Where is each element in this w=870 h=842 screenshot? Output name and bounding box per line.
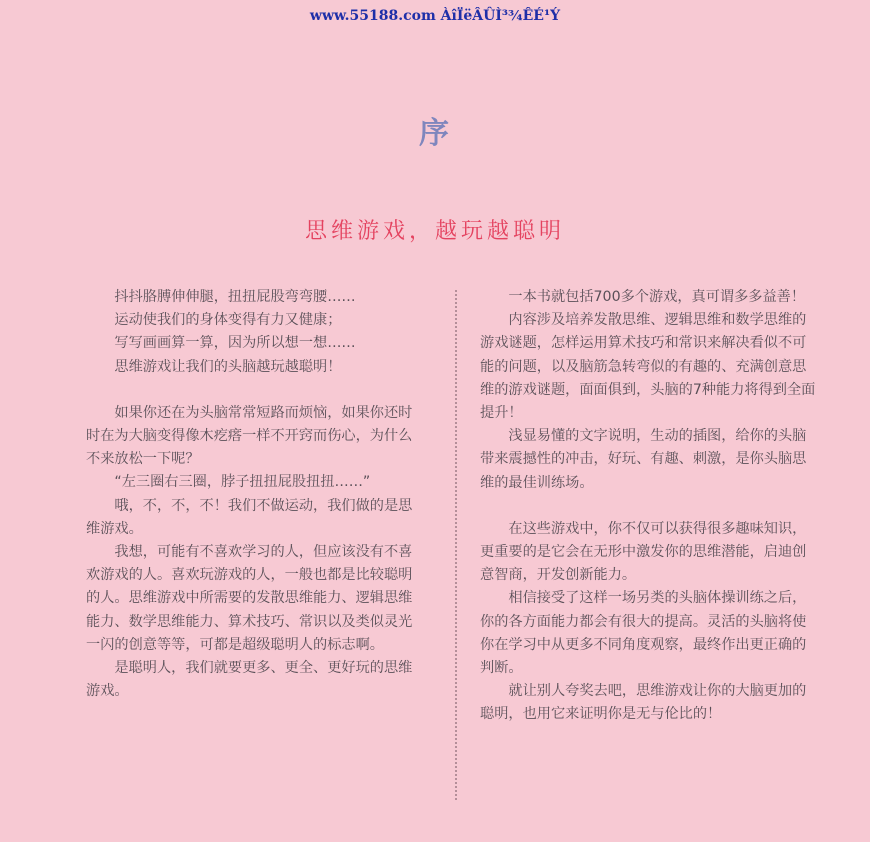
page-subtitle: 思维游戏，越玩越聪明 — [304, 219, 565, 244]
paragraph: 我想，可能有不喜欢学习的人，但应该没有不喜欢游戏的人。喜欢玩游戏的人，一般也都是比较聪明的人。思维游戏中所需要的发散思维能力、逻辑思维能力、数学思维能力、算术技巧、常识以及类似灵光一闪的创意等等，可都是超级聪明人的标志啊。 — [86, 544, 413, 653]
paragraph-gap — [480, 495, 820, 518]
page-title: 序 — [419, 116, 451, 151]
paragraph: 浅显易懂的文字说明，生动的插图，给你的头脑带来震撼性的冲击，好玩、有趣、刺激，是你头脑思维的最佳训练场。 — [480, 428, 807, 491]
column-divider — [455, 290, 457, 800]
paragraph: 就让别人夸奖去吧，思维游戏让你的大脑更加的聪明，也用它来证明你是无与伦比的！ — [480, 683, 807, 723]
paragraph-gap — [86, 379, 426, 402]
paragraph: 一本书就包括700多个游戏，真可谓多多益善！ — [508, 289, 806, 305]
paragraph: 抖抖胳膊伸伸腿，扭扭屁股弯弯腰…… — [114, 289, 356, 305]
paragraph: 如果你还在为头脑常常短路而烦恼，如果你还时时在为大脑变得像木疙瘩一样不开窍而伤心，为什么不来放松一下呢？ — [86, 404, 413, 468]
paragraph: 写写画画算一算，因为所以想一想…… — [114, 335, 356, 352]
paragraph: 是聪明人，我们就要更多、更全、更好玩的思维游戏。 — [86, 660, 413, 700]
paragraph: “左三圈右三圈，脖子扭扭屁股扭扭……” — [114, 474, 371, 491]
paragraph: 内容涉及培养发散思维、逻辑思维和数学思维的游戏谜题，怎样运用算术技巧和常识来解决看似不可能的问题，以及脑筋急转弯似的有趣的、充满创意思维的游戏谜题，面面俱到，头脑的7种能力将得到全面提升！ — [480, 312, 816, 422]
paragraph: 思维游戏让我们的头脑越玩越聪明！ — [114, 358, 342, 375]
right-column — [480, 286, 820, 727]
paragraph: 哦，不，不，不！我们不做运动，我们做的是思维游戏。 — [86, 497, 413, 537]
paragraph: 相信接受了这样一场另类的头脑体操训练之后，你的各方面能力都会有很大的提高。灵活的头脑将使你在学习中从更多不同角度观察，最终作出更正确的判断。 — [480, 590, 807, 677]
left-column — [86, 286, 426, 703]
paragraph: 在这些游戏中，你不仅可以获得很多趣味知识，更重要的是它会在无形中激发你的思维潜能，启迪创意智商，开发创新能力。 — [480, 520, 807, 584]
paragraph: 运动使我们的身体变得有力又健康； — [114, 312, 342, 329]
site-watermark-header: www.55188.com ÀîÏëÂÛÌ³¾ÊÉ¹Ý — [309, 8, 561, 24]
